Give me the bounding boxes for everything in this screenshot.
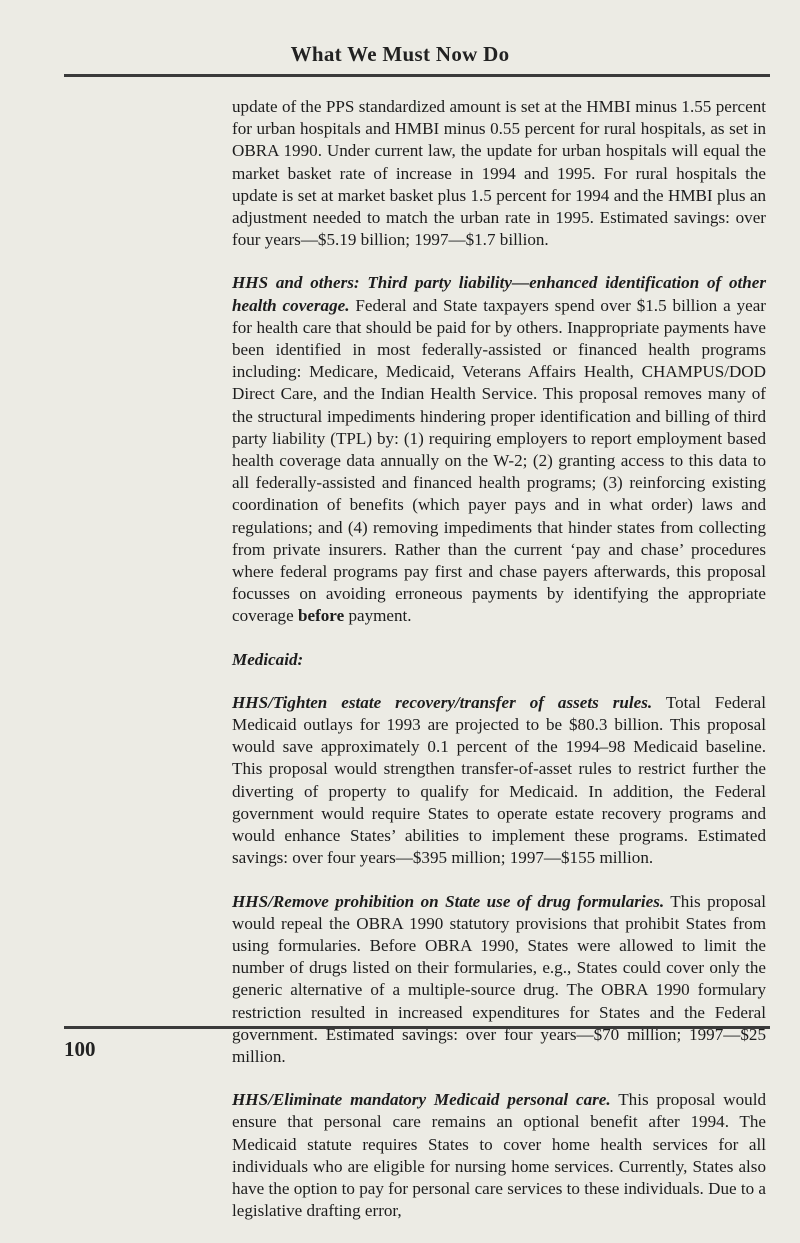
page-header-title: What We Must Now Do [290,42,510,66]
header-rule [64,74,770,77]
footer-rule [64,1026,770,1029]
paragraph-text: update of the PPS standardized amount is set at the HMBI minus 1.55 percent for urban hospitals and HMBI minus 0.55 percent for rural hospitals, as set in OBRA 1990. Under current law, the update for urban hospitals will equal the market basket rate of increase in 1994 and 1995. For rural hospitals the update is set at market basket plus 1.5 percent for 1994 and the HMBI plus an adjustment needed to match the urban rate in 1995. Estimated savings: over four years—$5.19 billion; 1997—$1.7 billion. [232,97,766,250]
paragraph-estate-recovery [232,692,766,870]
paragraph-text: Federal and State taxpayers spend over $1.5 billion a year for health care that should be paid for by others. Inappropriate payments have been identified in most federally-assisted or financed health programs including: Medicare, Medicaid, Veterans Affairs Health, CHAMPUS/DOD Direct Care, and the Indian Health Service. This proposal removes many of the structural impediments hindering proper identification and billing of third party liability (TPL) by: (1) requiring employers to report employment based health coverage data annually on the W-2; (2) granting access to this data to all federally-assisted and financed health programs; (3) reinforcing existing coordination of benefits (which payer pays and in what order) laws and regulations; and (4) removing impediments that hinder states from collecting from private insurers. Rather than the current ‘pay and chase’ procedures where federal programs pay first and chase payers afterwards, this proposal focusses on avoiding erroneous payments by identifying the appropriate coverage [232,295,766,626]
page-body [232,96,766,1243]
run-in-heading: HHS and others: Third party liability—enhanced identification of other health coverage. [232,273,766,315]
paragraph-pps-update [232,96,766,251]
paragraph-text: This proposal would ensure that personal care remains an optional benefit after 1994. The Medicaid statute requires States to cover home health services for all individuals who are eligible for nursing home services. Currently, States also have the option to pay for personal care services to these individuals. Due to a legislative drafting error, [232,1090,767,1221]
paragraph-text: Total Federal Medicaid outlays for 1993 are projected to be $80.3 billion. This proposal would save approximately 0.1 percent of the 1994–98 Medicaid baseline. This proposal would strengthen transfer-of-asset rules to restrict further the diverting of property to qualify for Medicaid. In addition, the Federal government would require States to operate estate recovery programs and would enhance States’ abilities to implement these programs. Estimated savings: over four years—$395 million; 1997—$155 million. [232,692,766,868]
paragraph-third-party-liability [232,272,766,627]
paragraph-personal-care [232,1089,766,1222]
paragraph-text: This proposal would repeal the OBRA 1990 statutory provisions that prohibit States from using formularies. Before OBRA 1990, States were allowed to limit the number of drugs listed on their formularies, e.g., States could cover only the generic alternative of a multiple-source drug. The OBRA 1990 formulary restriction resulted in increased expenditures for States and the Federal government. Estimated savings: over four years—$70 million; 1997—$25 million. [232,891,766,1066]
page-number: 100 [64,1037,96,1061]
section-heading-medicaid: Medicaid: [232,649,304,669]
paragraph-text: payment. [344,606,412,626]
run-in-heading: HHS/Remove prohibition on State use of drug formularies. [232,891,665,911]
paragraph-drug-formularies [232,891,766,1069]
emphasis-text: before [297,606,345,626]
run-in-heading: HHS/Tighten estate recovery/transfer of assets rules. [232,692,653,712]
run-in-heading: HHS/Eliminate mandatory Medicaid personal care. [232,1090,611,1110]
